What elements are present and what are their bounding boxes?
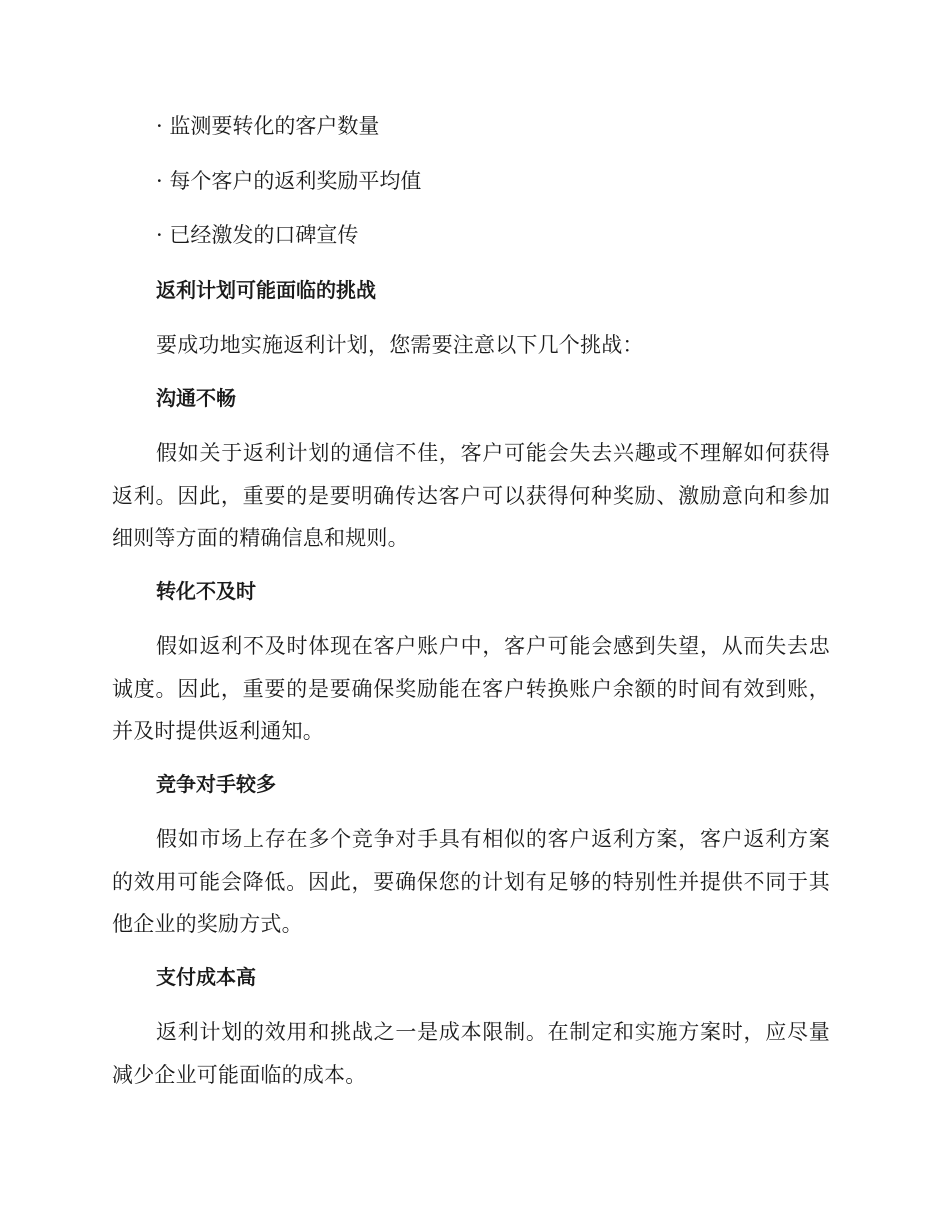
section-heading-challenges: 返利计划可能面临的挑战	[156, 277, 376, 302]
challenges-intro: 要成功地实施返利计划，您需要注意以下几个挑战：	[156, 333, 644, 357]
bullet-item: · 已经激发的口碑宣传	[156, 223, 359, 247]
section-heading-communication: 沟通不畅	[156, 385, 236, 410]
paragraph-cost: 返利计划的效用和挑战之一是成本限制。在制定和实施方案时，应尽量减少企业可能面临的成本。	[112, 1020, 830, 1087]
paragraph-conversion: 假如返利不及时体现在客户账户中，客户可能会感到失望，从而失去忠诚度。因此，重要的是要确保奖励能在客户转换账户余额的时间有效到账，并及时提供返利通知。	[112, 634, 830, 743]
paragraph-communication: 假如关于返利计划的通信不佳，客户可能会失去兴趣或不理解如何获得返利。因此，重要的是要明确传达客户可以获得何种奖励、激励意向和参加细则等方面的精确信息和规则。	[112, 441, 830, 550]
bullet-item: · 每个客户的返利奖励平均值	[156, 168, 422, 193]
bullet-item: · 监测要转化的客户数量	[156, 114, 380, 138]
section-heading-competition: 竞争对手较多	[156, 771, 276, 796]
section-heading-conversion: 转化不及时	[156, 578, 256, 603]
document-page	[112, 106, 830, 1107]
section-heading-cost: 支付成本高	[156, 964, 256, 989]
paragraph-competition: 假如市场上存在多个竞争对手具有相似的客户返利方案，客户返利方案的效用可能会降低。因此，要确保您的计划有足够的特别性并提供不同于其他企业的奖励方式。	[112, 827, 830, 936]
